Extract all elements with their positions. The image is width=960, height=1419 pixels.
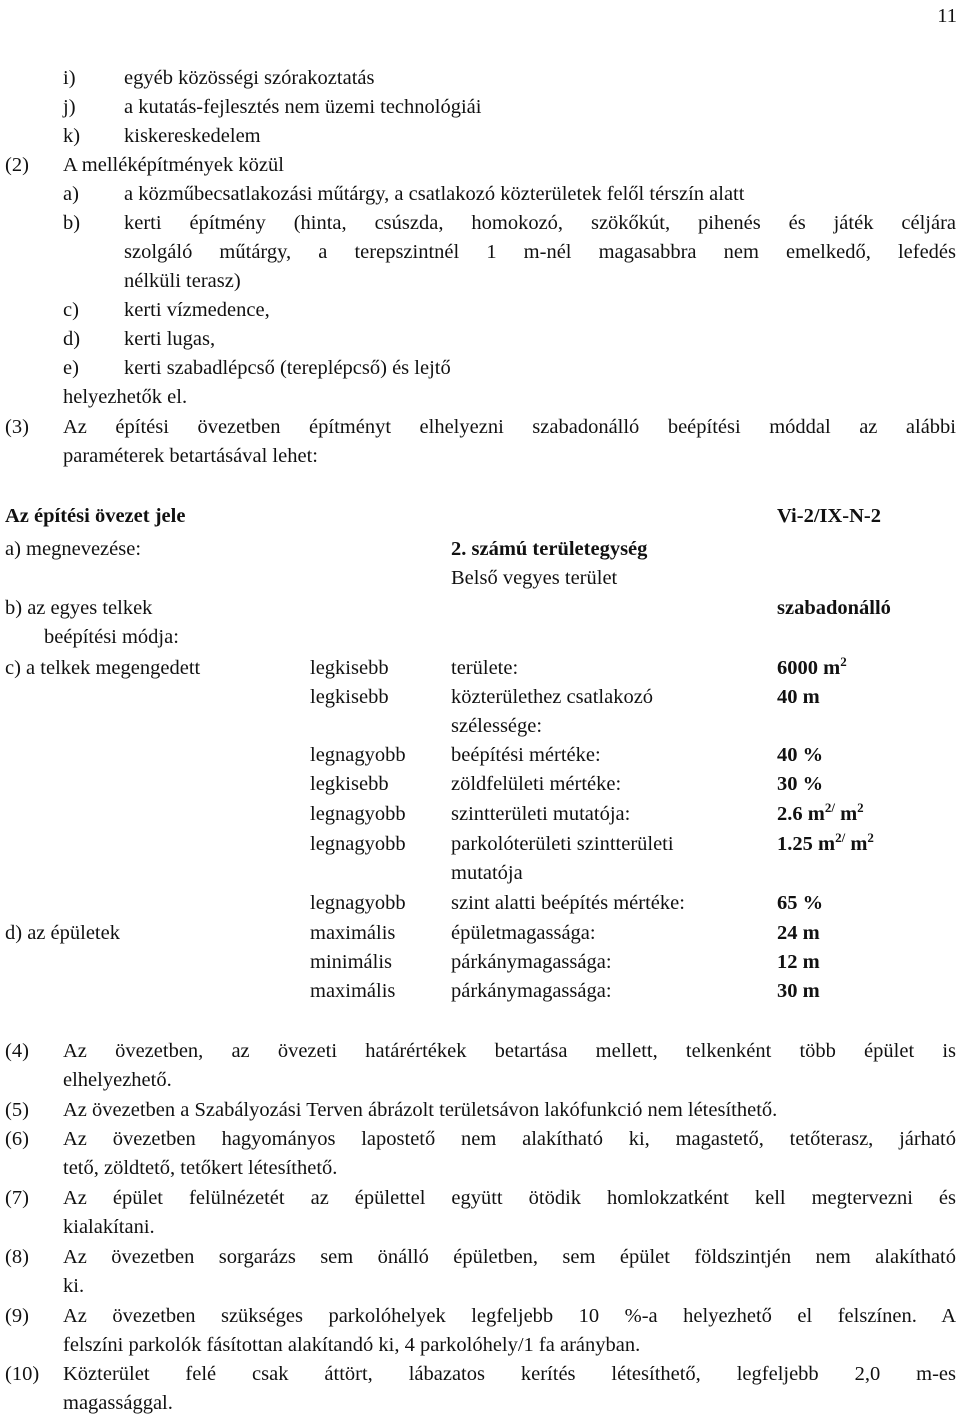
- zone-b-value: szabadonálló: [777, 597, 891, 619]
- zone-b-label: b) az egyes telkek: [5, 597, 153, 619]
- paragraph-text: Az övezetben hagyományos lapostető nem alakítható ki, magastető, tetőterasz, járható: [63, 1128, 956, 1150]
- zone-a-subvalue: Belső vegyes terület: [451, 567, 618, 589]
- section-closing: helyezhetők el.: [63, 386, 188, 408]
- list-item-text: nélküli terasz): [124, 270, 241, 292]
- list-item-text: kiskereskedelem: [124, 125, 261, 147]
- paragraph-text: felszíni parkolók fásítottan alakítandó ki, 4 parkolóhely/1 fa arányban.: [63, 1334, 641, 1356]
- section-text: paraméterek betartásával lehet:: [63, 445, 318, 467]
- zone-header-label: Az építési övezet jele: [5, 505, 186, 527]
- paragraph-text: elhelyezhető.: [63, 1069, 172, 1091]
- row-qualifier: maximális: [310, 922, 396, 944]
- row-qualifier: legkisebb: [310, 773, 389, 795]
- zone-a-label: a) megnevezése:: [5, 538, 142, 560]
- row-qualifier: legkisebb: [310, 657, 389, 679]
- zone-b-label: beépítési módja:: [44, 626, 179, 648]
- paragraph-label: (7): [5, 1187, 29, 1209]
- list-item-label: c): [63, 299, 79, 321]
- list-item-label: b): [63, 212, 81, 234]
- paragraph-text: Az épület felülnézetét az épülettel együtt ötödik homlokzatként kell megtervezni és: [63, 1187, 956, 1209]
- row-property: szint alatti beépítés mértéke:: [451, 892, 685, 914]
- paragraph-text: Az övezetben sorgarázs sem önálló épületben, sem épület földszintjén nem alakítható: [63, 1246, 956, 1268]
- section-label: (3): [5, 416, 29, 438]
- paragraph-label: (4): [5, 1040, 29, 1062]
- section-label: (2): [5, 154, 29, 176]
- paragraph-text: Az övezetben szükséges parkolóhelyek legfeljebb 10 %-a helyezhető el felszínen. A: [63, 1305, 956, 1327]
- paragraph-text: ki.: [63, 1275, 85, 1297]
- row-value: 30 m: [777, 980, 820, 1002]
- row-qualifier: legnagyobb: [310, 833, 406, 855]
- zone-c-label: c) a telkek megengedett: [5, 657, 201, 679]
- row-property: területe:: [451, 657, 519, 679]
- row-value: 6000 $m^2$: [777, 654, 847, 679]
- row-qualifier: minimális: [310, 951, 392, 973]
- list-item-text: kerti szabadlépcső (tereplépcső) és lejtő: [124, 357, 451, 379]
- zone-code: Vi-2/IX-N-2: [777, 505, 882, 527]
- row-value: 2.6 $m^{2/}$ $m^2$: [777, 800, 864, 825]
- row-property: beépítési mértéke:: [451, 744, 601, 766]
- list-item-text: a közműbecsatlakozási műtárgy, a csatlakozó közterületek felől térszín alatt: [124, 183, 745, 205]
- list-item-text: egyéb közösségi szórakoztatás: [124, 67, 375, 89]
- zone-d-label: d) az épületek: [5, 922, 120, 944]
- paragraph-text: tető, zöldtető, tetőkert létesíthető.: [63, 1157, 338, 1179]
- row-value: 12 m: [777, 951, 820, 973]
- row-property: épületmagassága:: [451, 922, 596, 944]
- row-property: szélessége:: [451, 715, 543, 737]
- row-property: parkolóterületi szintterületi: [451, 833, 674, 855]
- row-property: párkánymagassága:: [451, 951, 612, 973]
- paragraph-text: Az övezetben a Szabályozási Terven ábrázolt területsávon lakófunkció nem létesíthető.: [63, 1099, 778, 1121]
- row-value: 40 %: [777, 744, 824, 766]
- row-qualifier: maximális: [310, 980, 396, 1002]
- list-item-label: e): [63, 357, 79, 379]
- section-intro: A melléképítmények közül: [63, 154, 284, 176]
- row-value: 40 m: [777, 686, 820, 708]
- paragraph-label: (5): [5, 1099, 29, 1121]
- paragraph-text: Közterület felé csak áttört, lábazatos kerítés létesíthető, legfeljebb 2,0 m-es: [63, 1363, 956, 1385]
- row-qualifier: legnagyobb: [310, 744, 406, 766]
- row-value: 24 m: [777, 922, 820, 944]
- paragraph-text: Az övezetben, az övezeti határértékek betartása mellett, telkenként több épület is: [63, 1040, 956, 1062]
- paragraph-label: (10): [5, 1363, 40, 1385]
- paragraph-label: (8): [5, 1246, 29, 1268]
- list-item-label: j): [63, 96, 76, 118]
- paragraph-label: (9): [5, 1305, 29, 1327]
- paragraph-text: kialakítani.: [63, 1216, 155, 1238]
- row-property: mutatója: [451, 862, 523, 884]
- paragraph-text: magassággal.: [63, 1392, 173, 1414]
- list-item-text: kerti építmény (hinta, csúszda, homokozó, szökőkút, pihenés és játék céljára: [124, 212, 956, 234]
- list-item-label: k): [63, 125, 81, 147]
- list-item-text: szolgáló műtárgy, a terepszintnél 1 m-nél magasabbra nem emelkedő, lefedés: [124, 241, 956, 263]
- list-item-label: d): [63, 328, 81, 350]
- row-value: 1.25 $m^{2/}$ $m^2$: [777, 830, 874, 855]
- list-item-label: a): [63, 183, 79, 205]
- paragraph-label: (6): [5, 1128, 29, 1150]
- row-property: zöldfelületi mértéke:: [451, 773, 622, 795]
- zone-a-value: 2. számú területegység: [451, 538, 648, 560]
- page-number: 11: [937, 5, 957, 27]
- row-value: 65 %: [777, 892, 824, 914]
- list-item-text: kerti lugas,: [124, 328, 216, 350]
- row-qualifier: legnagyobb: [310, 803, 406, 825]
- row-property: szintterületi mutatója:: [451, 803, 631, 825]
- row-value: 30 %: [777, 773, 824, 795]
- row-qualifier: legnagyobb: [310, 892, 406, 914]
- section-text: Az építési övezetben építményt elhelyezni szabadonálló beépítési móddal az alábbi: [63, 416, 956, 438]
- list-item-label: i): [63, 67, 76, 89]
- list-item-text: kerti vízmedence,: [124, 299, 270, 321]
- list-item-text: a kutatás-fejlesztés nem üzemi technológiái: [124, 96, 482, 118]
- row-property: párkánymagassága:: [451, 980, 612, 1002]
- row-qualifier: legkisebb: [310, 686, 389, 708]
- row-property: közterülethez csatlakozó: [451, 686, 654, 708]
